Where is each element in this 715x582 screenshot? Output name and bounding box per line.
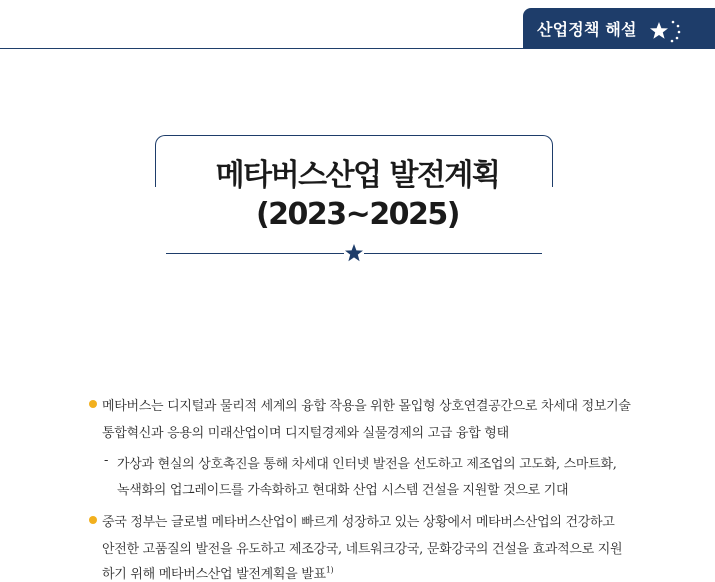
bullet-icon: [89, 516, 97, 524]
item1-line2: 통합혁신과 응용의 미래산업이며 디지털경제와 실물경제의 고급 융합 형태: [102, 426, 509, 441]
star-icon: [344, 243, 364, 263]
bullet-icon: [89, 400, 97, 408]
header-rule: [0, 48, 523, 49]
section-label: 산업정책 해설: [537, 20, 637, 39]
item2-line3: [102, 563, 333, 582]
item1-line1: 메타버스는 디지털과 물리적 세계의 융합 작용을 위한 몰입형 상호연결공간으로 차세대 정보기술: [102, 399, 631, 414]
item1-sub-line1: 가상과 현실의 상호촉진을 통해 차세대 인터넷 발전을 선도하고 제조업의 고도화, 스마트화,: [117, 457, 617, 472]
title-divider-right: [364, 253, 542, 254]
sub-dash: -: [104, 453, 109, 468]
item2-line2: 안전한 고품질의 발전을 유도하고 제조강국, 네트워크강국, 문화강국의 건설을 효과적으로 지원: [102, 542, 623, 557]
item1-sub-line2: 녹색화의 업그레이드를 가속화하고 현대화 산업 시스템 건설을 지원할 것으로 기대: [117, 483, 569, 498]
stars-icon: [649, 19, 685, 43]
item2-line1: 중국 정부는 글로벌 메타버스산업이 빠르게 성장하고 있는 상황에서 메타버스산업의 건강하고: [102, 515, 615, 530]
section-tab: [523, 8, 715, 49]
page-subtitle-years: (2023~2025): [255, 197, 460, 232]
page-title: 메타버스산업 발전계획: [215, 158, 500, 193]
item2-line3-text: 하기 위해 메타버스산업 발전계획을 발표: [102, 567, 326, 582]
footnote-ref[interactable]: 1): [325, 565, 334, 575]
title-divider-left: [166, 253, 344, 254]
